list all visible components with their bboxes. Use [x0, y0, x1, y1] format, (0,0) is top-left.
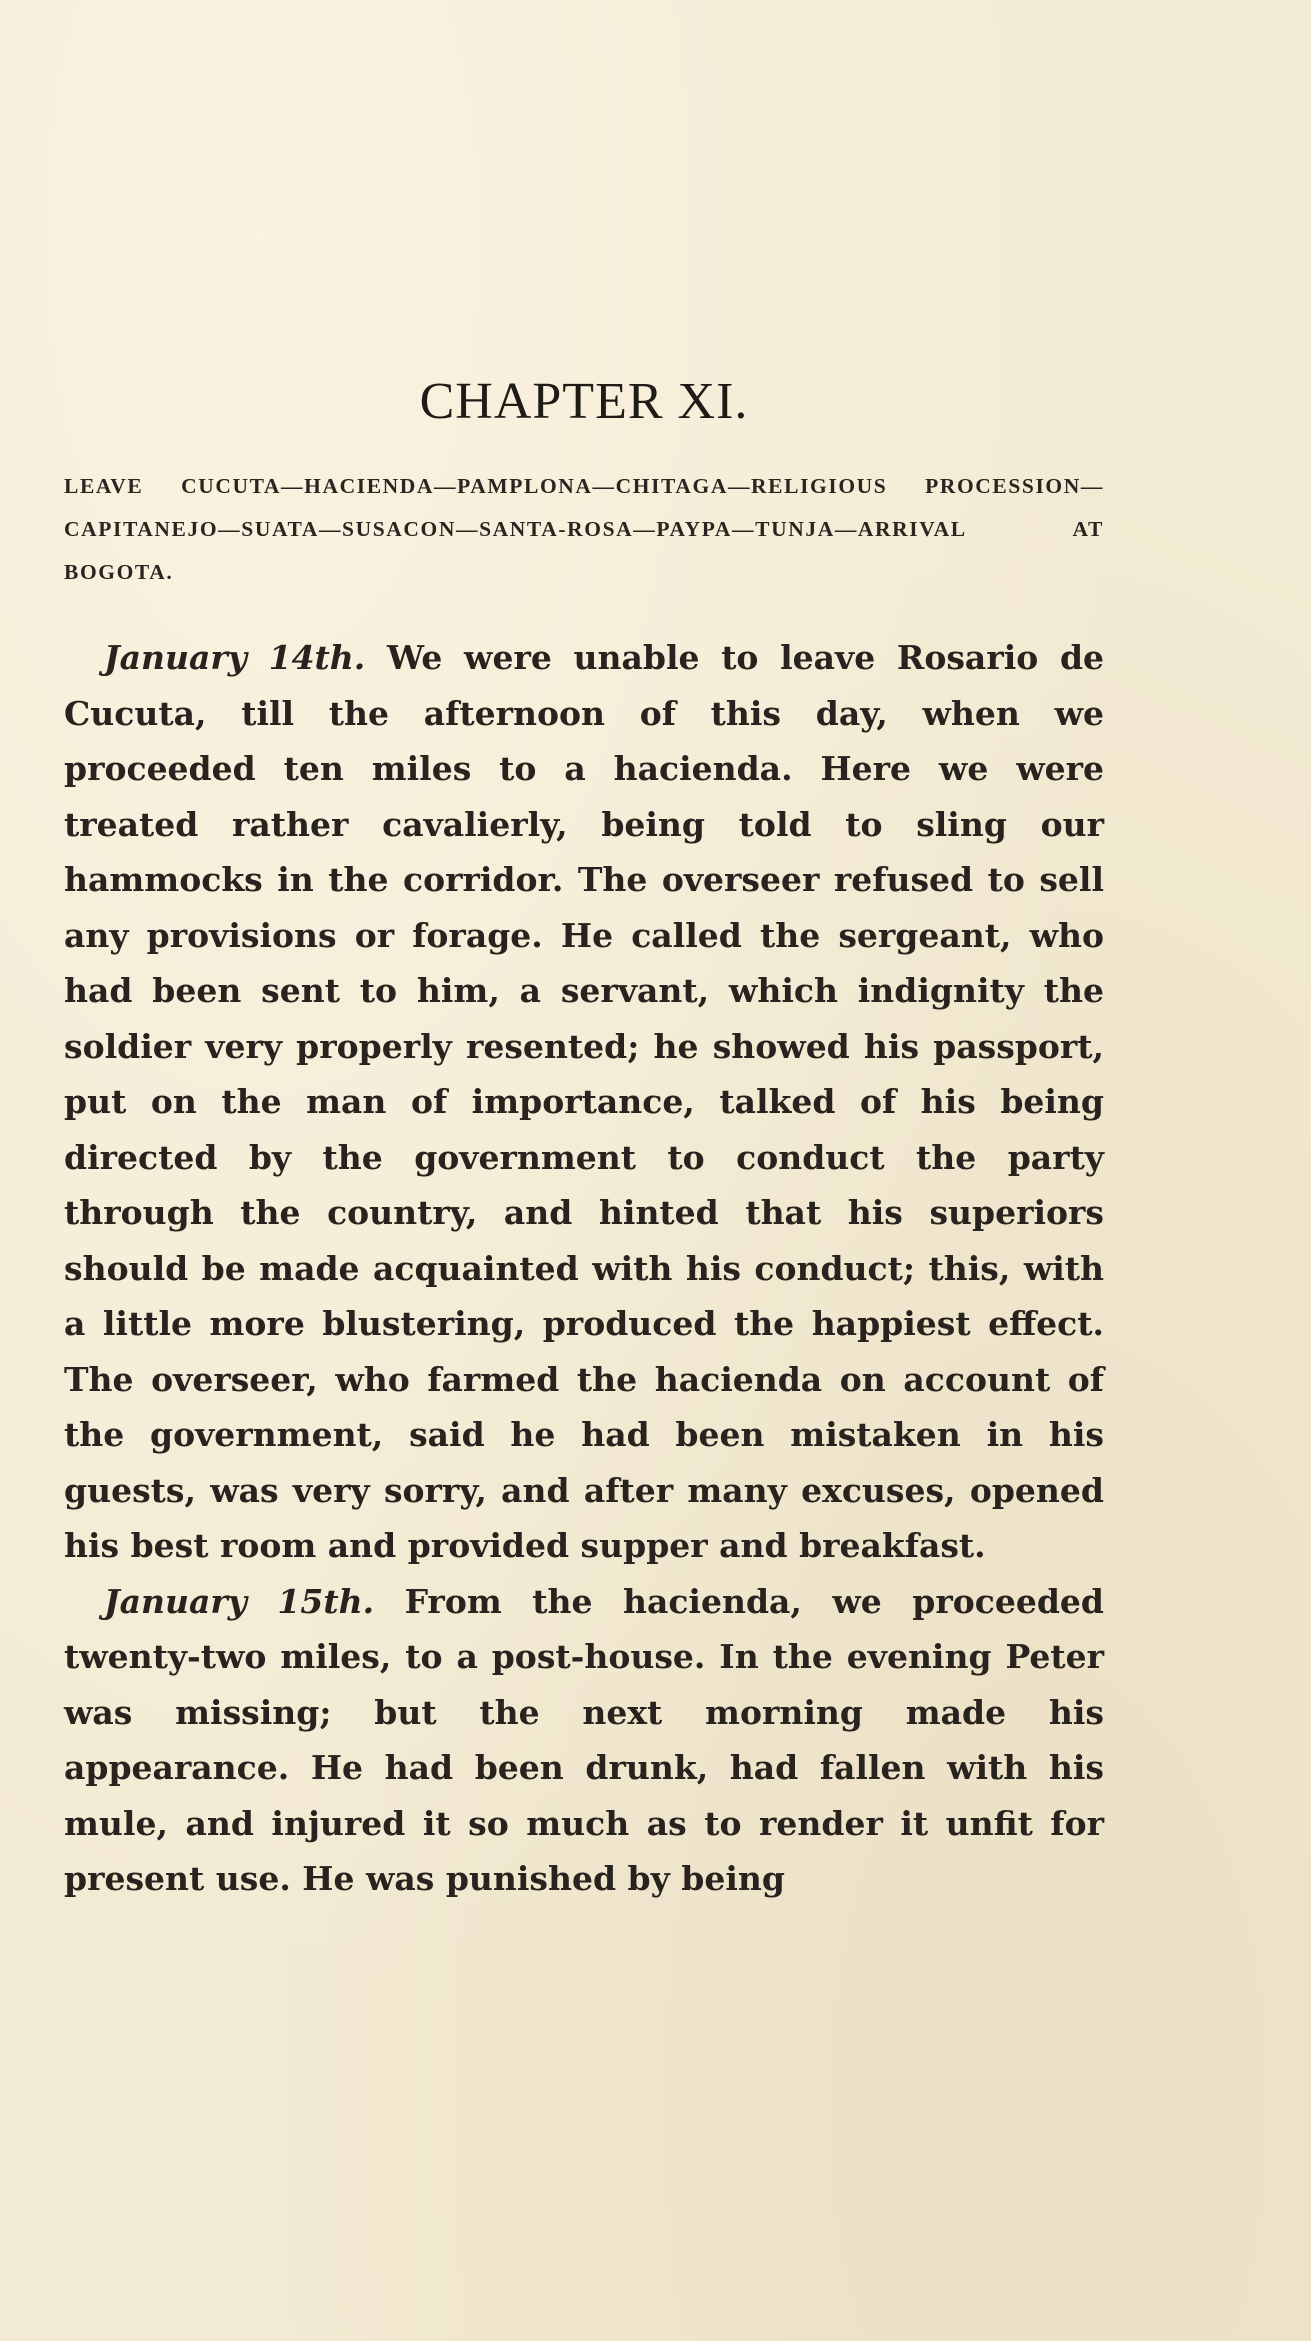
chapter-synopsis: LEAVE CUCUTA—HACIENDA—PAMPLONA—CHITAGA—RELIGIOUS PROCESSION—CAPITANEJO—SUATA—SUSACON—SANTA-ROSA—PAYPA—TUNJA—ARRIVAL AT BOGOTA. [64, 474, 1104, 584]
chapter-body [64, 630, 1104, 1907]
paragraph-text: From the hacienda, we proceeded twenty-two miles, to a post-house. In the evening Peter was missing; but the next morning made his appearance. He had been drunk, had fallen with his mule, and injured it so much as to render it unfit for present use. He was punished by being [64, 1581, 1104, 1898]
paragraph-date: January 15th. [104, 1581, 375, 1621]
paragraph-date: January 14th. [104, 638, 366, 677]
paragraph [64, 1574, 1104, 1907]
paragraph [64, 630, 1104, 1574]
book-page [64, 372, 1104, 1907]
chapter-title: CHAPTER XI. [419, 373, 749, 430]
paragraph-text: We were unable to leave Rosario de Cucuta, till the afternoon of this day, when we proceeded ten miles to a hacienda. Here we were treated rather cavalierly, being told to sling our hammocks in the corridor. The overseer refused to sell any provisions or forage. He called the sergeant, who had been sent to him, a servant, which indignity the soldier very properly resented; he showed his passport, put on the man of importance, talked of his being directed by the government to conduct the party through the country, and hinted that his superiors should be made acquainted with his conduct; this, with a little more blustering, produced the happiest effect. The overseer, who farmed the hacienda on account of the government, said he had been mistaken in his guests, was very sorry, and after many excuses, opened his best room and provided supper and breakfast. [64, 638, 1105, 1565]
